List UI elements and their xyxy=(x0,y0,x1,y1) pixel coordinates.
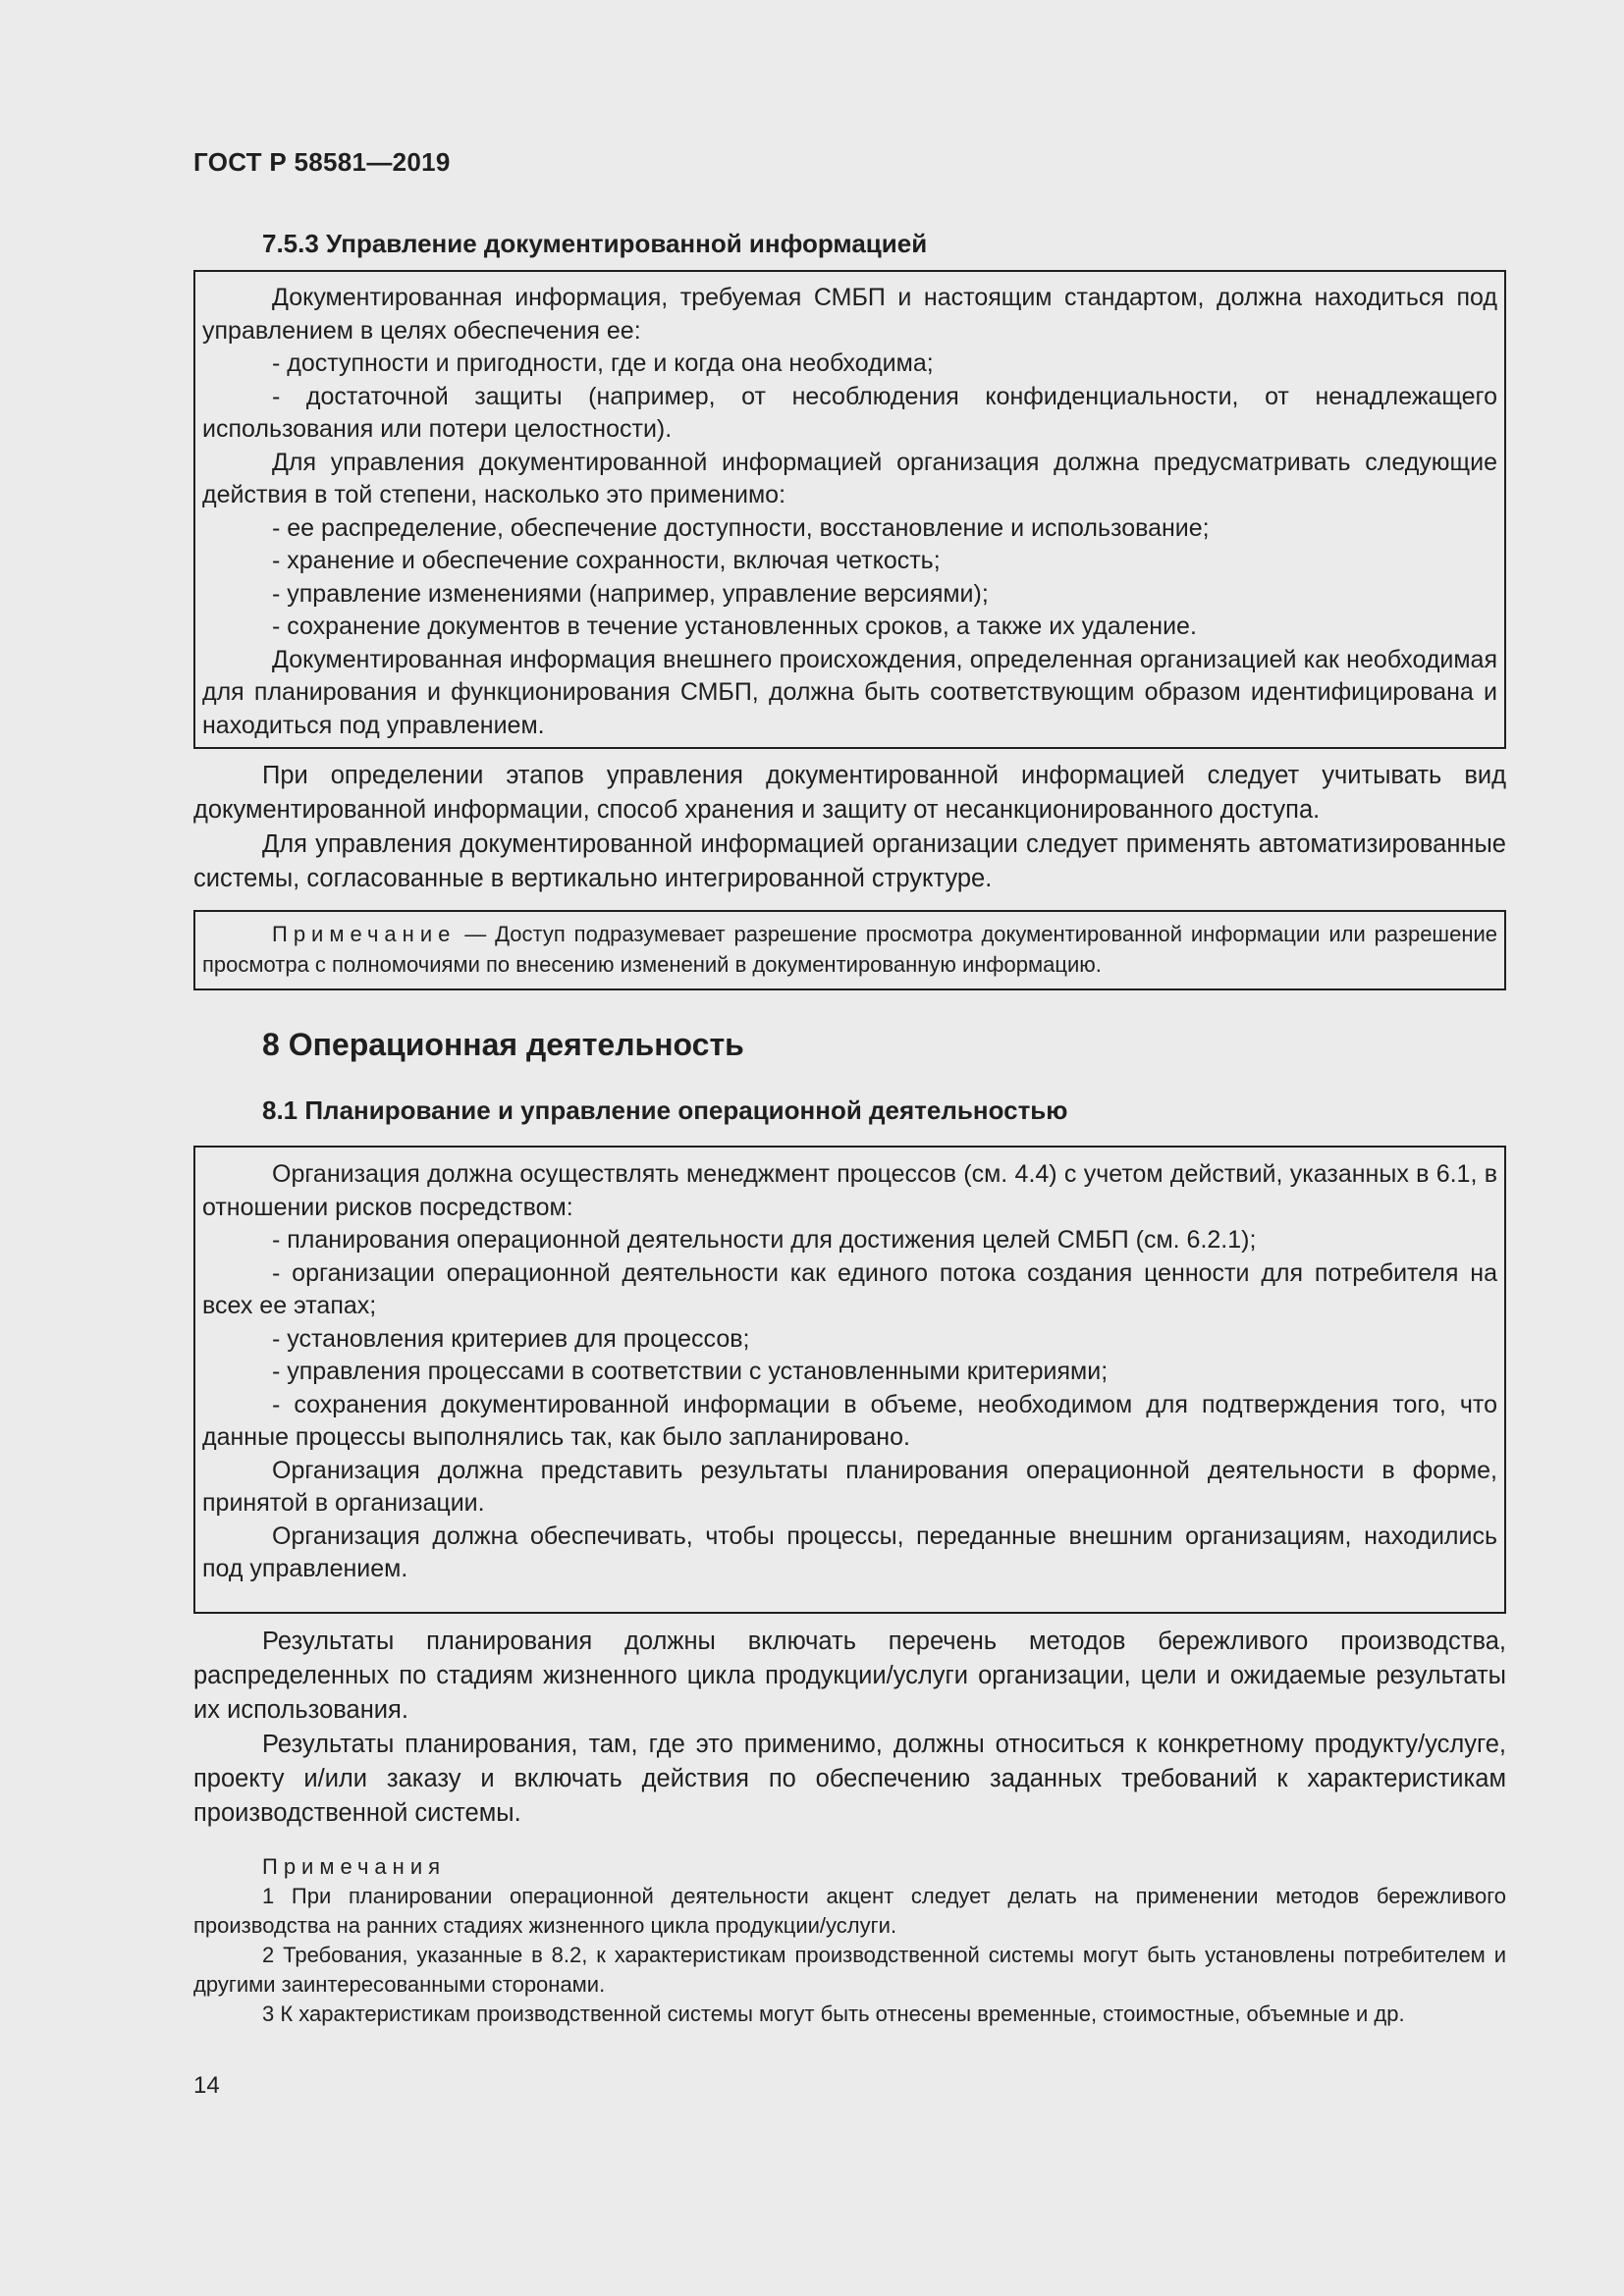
box-paragraph: Для управления документированной информацией организация должна предусматривать следующие действия в той степени, насколько это применимо: xyxy=(202,448,1497,508)
box-paragraph: Организация должна обеспечивать, чтобы процессы, переданные внешним организациям, находились под управлением. xyxy=(202,1522,1497,1582)
body-paragraph: Результаты планирования должны включать перечень методов бережливого производства, распределенных по стадиям жизненного цикла продукции/услуги организации, цели и ожидаемые результаты их использования. xyxy=(193,1628,1506,1724)
note-item: 2 Требования, указанные в 8.2, к характеристикам производственной системы могут быть установлены потребителем и другими заинтересованными сторонами. xyxy=(193,1943,1506,1997)
box-paragraph: Документированная информация, требуемая СМБП и настоящим стандартом, должна находиться под управлением в целях обеспечения ее: xyxy=(202,284,1497,345)
box-bullet: - установления критериев для процессов; xyxy=(272,1324,750,1353)
section-heading-7-5-3: 7.5.3 Управление документированной информацией xyxy=(262,229,928,258)
body-paragraph: Для управления документированной информацией организации следует применять автоматизированные системы, согласованные в вертикально интегрированной структуре. xyxy=(193,830,1506,892)
note-text xyxy=(202,919,1497,980)
section-heading-8-1: 8.1 Планирование и управление операционной деятельностью xyxy=(262,1095,1068,1125)
body-text-7-5-3 xyxy=(193,759,1506,896)
box-bullet: - ее распределение, обеспечение доступности, восстановление и использование; xyxy=(272,513,1210,542)
body-paragraph: При определении этапов управления документированной информацией следует учитывать вид документированной информации, способ хранения и защиту от несанкционированного доступа. xyxy=(193,762,1506,824)
requirements-box-8-1 xyxy=(193,1146,1506,1614)
note-label: Примечание xyxy=(272,922,457,946)
body-text-8-1 xyxy=(193,1625,1506,1831)
box-bullet: - управление изменениями (например, управление версиями); xyxy=(272,579,989,608)
requirements-box-7-5-3 xyxy=(193,270,1506,749)
section-heading-8: 8 Операционная деятельность xyxy=(262,1027,744,1062)
box-bullet: - хранение и обеспечение сохранности, включая четкость; xyxy=(272,547,941,574)
note-body: — Доступ подразумевает разрешение просмотра документированной информации или разрешение просмотра с полномочиями по внесению изменений в документированную информацию. xyxy=(202,922,1497,977)
note-item: 1 При планировании операционной деятельности акцент следует делать на применении методов бережливого производства на ранних стадиях жизненного цикла продукции/услуги. xyxy=(193,1884,1506,1938)
notes-block xyxy=(193,1852,1506,2029)
box-bullet: - сохранения документированной информации в объеме, необходимом для подтверждения того, что данные процессы выполнялись так, как было запланировано. xyxy=(202,1390,1497,1451)
box-bullet: - доступности и пригодности, где и когда она необходима; xyxy=(272,349,934,377)
note-item: 3 К характеристикам производственной системы могут быть отнесены временные, стоимостные, объемные и др. xyxy=(262,2002,1405,2026)
body-paragraph: Результаты планирования, там, где это применимо, должны относиться к конкретному продукту/услуге, проекту и/или заказу и включать действия по обеспечению заданных требований к характеристикам производственной системы. xyxy=(193,1731,1506,1827)
document-header: ГОСТ Р 58581—2019 xyxy=(193,147,451,177)
box-paragraph: Организация должна осуществлять менеджмент процессов (см. 4.4) с учетом действий, указанных в 6.1, в отношении рисков посредством: xyxy=(202,1160,1497,1221)
notes-label: Примечания xyxy=(262,1854,447,1879)
box-bullet: - управления процессами в соответствии с установленными критериями; xyxy=(272,1358,1109,1385)
box-bullet: - планирования операционной деятельности для достижения целей СМБП (см. 6.2.1); xyxy=(272,1226,1257,1254)
box-paragraph: Организация должна представить результаты планирования операционной деятельности в форме, принятой в организации. xyxy=(202,1456,1497,1517)
page-number: 14 xyxy=(193,2072,220,2099)
box-bullet: - организации операционной деятельности как единого потока создания ценности для потребителя на всех ее этапах; xyxy=(202,1258,1497,1319)
box-paragraph: Документированная информация внешнего происхождения, определенная организацией как необходимая для планирования и функционирования СМБП, должна быть соответствующим образом идентифицирована и находиться под управлением. xyxy=(202,645,1497,739)
box-bullet: - достаточной защиты (например, от несоблюдения конфиденциальности, от ненадлежащего использования или потери целостности). xyxy=(202,382,1497,443)
note-box xyxy=(193,910,1506,990)
box-bullet: - сохранение документов в течение установленных сроков, а также их удаление. xyxy=(272,613,1197,640)
